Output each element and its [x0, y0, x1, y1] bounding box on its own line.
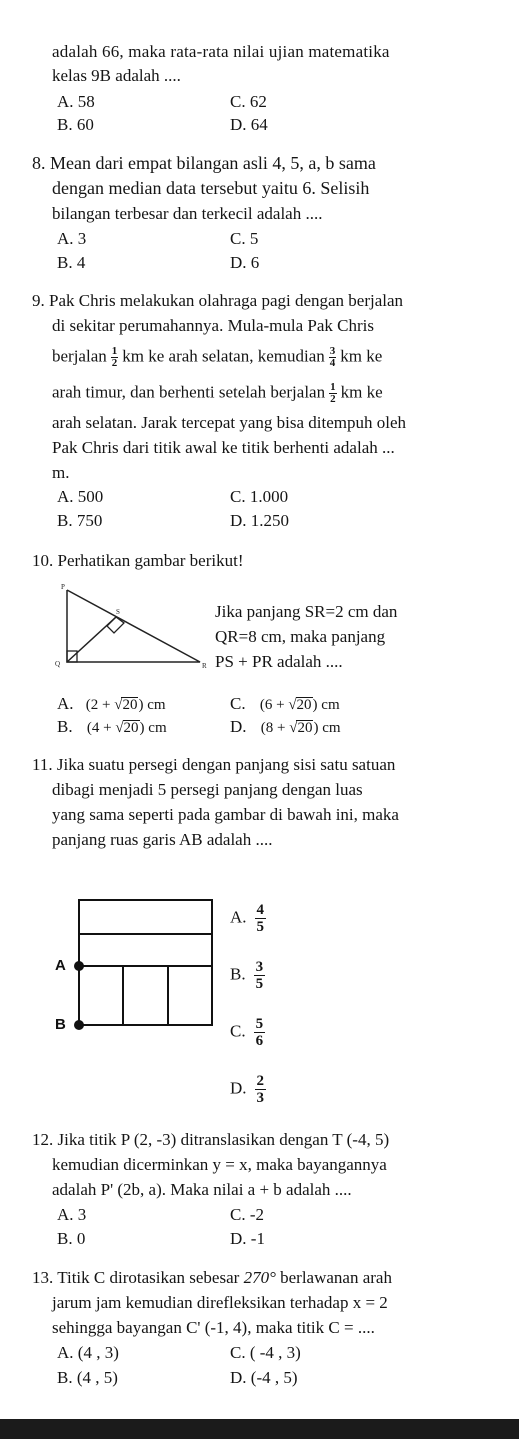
q8-option-a[interactable]: A. 3 — [57, 229, 87, 248]
q9-text-line-6: Pak Chris dari titik awal ke titik berhenti adalah ... — [52, 438, 395, 457]
bottom-edge-bar — [0, 1419, 519, 1439]
q8-text-line-3: bilangan terbesar dan terkecil adalah .... — [52, 204, 323, 223]
q11-option-c[interactable]: C. $\frac{5}{6}$ — [230, 1016, 264, 1049]
fraction-one-half: $\frac{1}{2}$ — [330, 381, 336, 405]
q10-triangle-figure — [50, 582, 210, 674]
q10-option-a[interactable]: A. (2 + √20) cm — [57, 694, 166, 713]
q12-text-line-2: kemudian dicerminkan y = x, maka bayangannya — [52, 1155, 387, 1174]
q10-text-line-2: Jika panjang SR=2 cm dan — [215, 602, 398, 621]
q9-option-b[interactable]: B. 750 — [57, 511, 103, 530]
q10-option-c[interactable]: C. (6 + √20) cm — [230, 694, 340, 713]
sqrt-icon: √ — [289, 720, 298, 736]
q9-text-line-4 — [52, 382, 383, 405]
q10-option-d[interactable]: D. (8 + √20) cm — [230, 717, 341, 736]
q11-text-line-2: dibagi menjadi 5 persegi panjang dengan luas — [52, 780, 363, 799]
q11-option-a[interactable]: A. $\frac{4}{5}$ — [230, 902, 265, 935]
q10-text-line-1: 10. Perhatikan gambar berikut! — [32, 551, 244, 570]
q10-option-b[interactable]: B. (4 + √20) cm — [57, 717, 167, 736]
q10-text-line-4: PS + PR adalah .... — [215, 652, 343, 671]
q11-option-d[interactable]: D. $\frac{2}{3}$ — [230, 1073, 265, 1106]
q9-line4-post: km ke — [340, 382, 383, 402]
label-s: S — [116, 608, 120, 616]
label-r: R — [202, 662, 207, 670]
q7-option-b[interactable]: B. 60 — [57, 115, 94, 134]
point-a — [74, 961, 84, 971]
q13-text-line-1: 13. Titik C dirotasikan sebesar 270° berlawanan arah — [32, 1268, 392, 1287]
q9-line3-mid: km ke arah selatan, kemudian — [122, 346, 325, 366]
q9-line3-post: km ke — [340, 346, 383, 366]
sqrt-icon: √ — [114, 697, 123, 713]
q8-text-line-1: 8. Mean dari empat bilangan asli 4, 5, a, b sama — [32, 153, 376, 173]
q13-option-a[interactable]: A. (4 , 3) — [57, 1343, 119, 1362]
q12-text-line-3: adalah P' (2b, a). Maka nilai a + b adalah .... — [52, 1180, 352, 1199]
q13-option-c[interactable]: C. ( -4 , 3) — [230, 1343, 301, 1362]
q8-option-d[interactable]: D. 6 — [230, 253, 260, 272]
q9-option-a[interactable]: A. 500 — [57, 487, 104, 506]
q7-option-d[interactable]: D. 64 — [230, 115, 268, 134]
q9-text-line-1: 9. Pak Chris melakukan olahraga pagi dengan berjalan — [32, 291, 404, 310]
q12-text-line-1: 12. Jika titik P (2, -3) ditranslasikan dengan T (-4, 5) — [32, 1130, 390, 1149]
q8-option-c[interactable]: C. 5 — [230, 229, 259, 248]
q8-option-b[interactable]: B. 4 — [57, 253, 86, 272]
q12-option-a[interactable]: A. 3 — [57, 1205, 87, 1224]
q12-option-d[interactable]: D. -1 — [230, 1229, 265, 1248]
q13-option-b[interactable]: B. (4 , 5) — [57, 1368, 118, 1387]
q13-text-line-3: sehingga bayangan C' (-1, 4), maka titik C = .... — [52, 1318, 375, 1337]
label-p: P — [61, 583, 65, 591]
sqrt-icon: √ — [288, 697, 297, 713]
q9-text-line-3 — [52, 346, 382, 369]
q7-option-a[interactable]: A. 58 — [57, 92, 95, 111]
point-b — [74, 1020, 84, 1030]
label-a: A — [55, 957, 66, 974]
label-b: B — [55, 1016, 66, 1033]
q11-text-line-3: yang sama seperti pada gambar di bawah ini, maka — [52, 805, 399, 824]
q9-line4-pre: arah timur, dan berhenti setelah berjalan — [52, 382, 326, 402]
q7-option-c[interactable]: C. 62 — [230, 92, 267, 111]
q11-square-figure — [55, 898, 215, 1033]
rotation-angle: 270° — [243, 1268, 276, 1287]
q12-option-b[interactable]: B. 0 — [57, 1229, 86, 1248]
q12-option-c[interactable]: C. -2 — [230, 1205, 264, 1224]
q11-text-line-4: panjang ruas garis AB adalah .... — [52, 830, 273, 849]
q8-text-line-2: dengan median data tersebut yaitu 6. Selisih — [52, 178, 370, 198]
q11-text-line-1: 11. Jika suatu persegi dengan panjang sisi satu satuan — [32, 755, 396, 774]
q10-text-line-3: QR=8 cm, maka panjang — [215, 627, 386, 646]
fraction-three-quarters: $\frac{3}{4}$ — [329, 345, 336, 369]
q9-option-d[interactable]: D. 1.250 — [230, 511, 290, 530]
q9-text-line-5: arah selatan. Jarak tercepat yang bisa ditempuh oleh — [52, 413, 407, 432]
q7-text-line-2: kelas 9B adalah .... — [52, 66, 181, 85]
q9-text-line-7: m. — [52, 463, 70, 482]
q9-line3-pre: berjalan — [52, 346, 107, 366]
q7-text-line-1: adalah 66, maka rata-rata nilai ujian matematika — [52, 42, 390, 61]
q9-text-line-2: di sekitar perumahannya. Mula-mula Pak Chris — [52, 316, 374, 335]
label-q: Q — [55, 660, 61, 668]
q11-option-b[interactable]: B. $\frac{3}{5}$ — [230, 959, 264, 992]
q9-option-c[interactable]: C. 1.000 — [230, 487, 289, 506]
fraction-one-half: $\frac{1}{2}$ — [111, 345, 118, 369]
sqrt-icon: √ — [115, 720, 124, 736]
q13-text-line-2: jarum jam kemudian direfleksikan terhadap x = 2 — [52, 1293, 388, 1312]
q13-option-d[interactable]: D. (-4 , 5) — [230, 1368, 298, 1387]
